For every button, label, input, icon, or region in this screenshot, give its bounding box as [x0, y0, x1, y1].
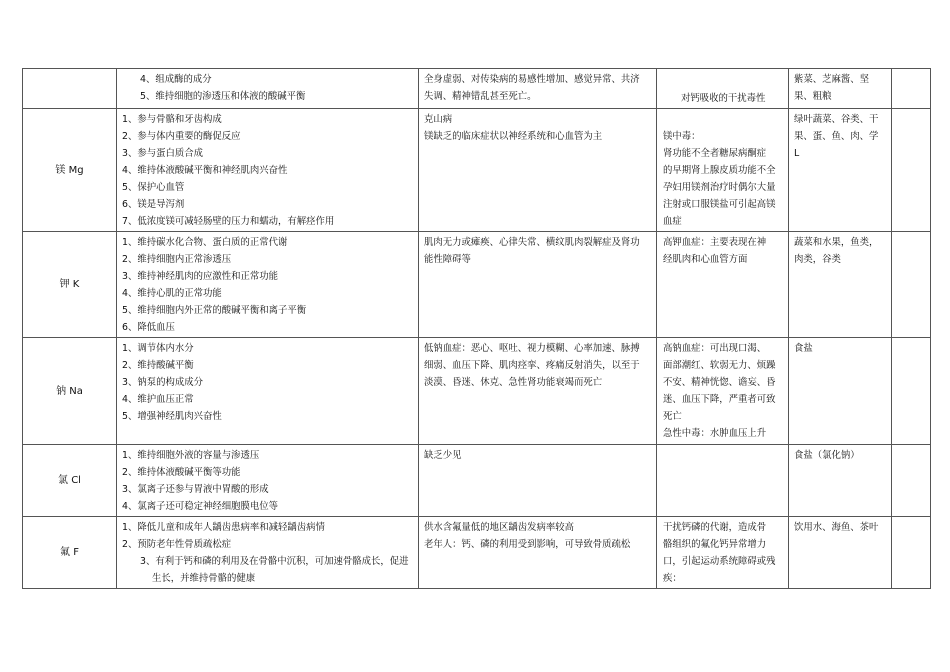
sources-cell: [789, 232, 892, 338]
functions-cell: [117, 445, 419, 517]
excess-line: 血症: [663, 216, 682, 227]
excess-line: 高钠血症：可出现口渴、: [663, 343, 767, 354]
deficiency-cell: [419, 109, 657, 232]
deficiency-line: 能性障碍等: [424, 254, 471, 265]
function-line: 4、维持心肌的正常功能: [122, 288, 222, 299]
deficiency-cell: [419, 69, 657, 109]
deficiency-line: 低钠血症：恶心、呕吐、视力模糊、心率加速、脉搏: [424, 343, 640, 354]
deficiency-cell: [419, 232, 657, 338]
empty-cell: [892, 232, 931, 338]
excess-line: 的早期肾上腺皮质功能不全: [663, 165, 776, 176]
sources-cell: [789, 445, 892, 517]
deficiency-line: 淡漠、昏迷、休克、急性肾功能衰竭而死亡: [424, 377, 603, 388]
excess-cell: [657, 69, 789, 109]
function-line: 2、维持体液酸碱平衡等功能: [122, 467, 241, 478]
excess-line: 对钙吸收的干扰毒性: [681, 93, 766, 104]
function-line: 3、参与蛋白质合成: [122, 148, 203, 159]
empty-cell: [892, 517, 931, 589]
mineral-nutrition-table: [22, 68, 931, 589]
excess-line: 急性中毒：水肿血压上升: [663, 428, 767, 439]
excess-line: 死亡: [663, 411, 682, 422]
function-line: 2、维持细胞内正常渗透压: [122, 254, 232, 265]
excess-line: 肾功能不全者糖尿病酮症: [663, 148, 767, 159]
functions-cell: [117, 232, 419, 338]
source-line: 食盐（氯化钠）: [794, 450, 860, 461]
function-line: 3、钠泵的构成成分: [122, 377, 203, 388]
function-line: 1、维持细胞外液的容量与渗透压: [122, 450, 260, 461]
empty-cell: [892, 69, 931, 109]
source-line: 果、蛋、鱼、肉、学: [794, 131, 879, 142]
excess-line: 迷、血压下降，严重者可致: [663, 394, 776, 405]
function-line: 2、参与体内重要的酶促反应: [122, 131, 241, 142]
source-line: 绿叶蔬菜、谷类、干: [794, 114, 879, 125]
function-line: 2、预防老年性骨质疏松症: [122, 539, 232, 550]
excess-cell: [657, 338, 789, 445]
table-row: [23, 232, 931, 338]
excess-line: [663, 111, 783, 128]
source-line: 食盐: [794, 343, 813, 354]
table-row: [23, 109, 931, 232]
function-line: 3、氯离子还参与胃液中胃酸的形成: [122, 484, 269, 495]
element-name-cell: 氯 Cl: [23, 445, 117, 517]
excess-line: 镁中毒：: [663, 131, 701, 142]
deficiency-line: 失调、精神错乱甚至死亡。: [424, 91, 537, 102]
empty-cell: [892, 445, 931, 517]
element-name-cell: 钾 K: [23, 232, 117, 338]
deficiency-line: 细弱、血压下降、肌肉痉挛、疼痛反射消失，以至于: [424, 360, 640, 371]
table-row: [23, 338, 931, 445]
deficiency-line: 全身虚弱、对传染病的易感性增加、感觉异常、共济: [424, 74, 640, 85]
excess-line: 注射或口服镁盐可引起高镁: [663, 199, 776, 210]
deficiency-cell: [419, 338, 657, 445]
table-row: [23, 69, 931, 109]
source-line: 饮用水、海鱼、茶叶: [794, 522, 879, 533]
function-line: 7、低浓度镁可减轻肠壁的压力和蠕动，有解痉作用: [122, 216, 335, 227]
element-name-cell: 氟 F: [23, 517, 117, 589]
excess-line: 经肌肉和心血管方面: [663, 254, 748, 265]
deficiency-line: 镁缺乏的临床症状以神经系统和心血管为主: [424, 131, 603, 142]
function-line: 4、维持体液酸碱平衡和神经肌肉兴奋性: [122, 165, 288, 176]
sources-cell: [789, 338, 892, 445]
deficiency-cell: [419, 445, 657, 517]
function-line: 6、降低血压: [122, 322, 175, 333]
element-name-cell: 镁 Mg: [23, 109, 117, 232]
source-line: 果、粗粮: [794, 91, 832, 102]
source-line: L: [794, 148, 800, 159]
function-line: 1、降低儿童和成年人龋齿患病率和减轻龋齿病情: [122, 522, 325, 533]
excess-cell: [657, 517, 789, 589]
function-line: 1、调节体内水分: [122, 343, 194, 354]
functions-cell: [117, 69, 419, 109]
excess-cell: [657, 232, 789, 338]
empty-cell: [892, 338, 931, 445]
function-line: 5、保护心血管: [122, 182, 185, 193]
deficiency-line: 供水含氟量低的地区龋齿发病率较高: [424, 522, 575, 533]
element-name-cell: 钠 Na: [23, 338, 117, 445]
function-line: 1、参与骨骼和牙齿构成: [122, 114, 222, 125]
function-line: 2、维持酸碱平衡: [122, 360, 194, 371]
excess-line: 不安、精神恍惚、谵妄、昏: [663, 377, 776, 388]
empty-cell: [892, 109, 931, 232]
element-name-cell: [23, 69, 117, 109]
excess-line: 疾：: [663, 573, 682, 584]
function-line: 生长，并维持骨骼的健康: [152, 573, 256, 584]
function-line: 4、氯离子还可稳定神经细胞膜电位等: [122, 501, 278, 512]
excess-cell: [657, 445, 789, 517]
function-line: 3、维持神经肌肉的应激性和正常功能: [122, 271, 278, 282]
function-line: 1、维持碳水化合物、蛋白质的正常代谢: [122, 237, 288, 248]
table-row: [23, 517, 931, 589]
excess-line: 高钾血症：主要表现在神: [663, 237, 767, 248]
excess-line: 孕妇用镁剂治疗时偶尔大量: [663, 182, 776, 193]
function-line: 6、镁是导泻剂: [122, 199, 185, 210]
functions-cell: [117, 338, 419, 445]
functions-cell: [117, 109, 419, 232]
function-line: 4、维护血压正常: [122, 394, 194, 405]
functions-cell: [117, 517, 419, 589]
sources-cell: [789, 517, 892, 589]
source-line: 紫菜、芝麻酱、坚: [794, 74, 870, 85]
function-line: 5、维持细胞的渗透压和体液的酸碱平衡: [140, 91, 306, 102]
function-line: 4、组成酶的成分: [140, 74, 212, 85]
excess-cell: [657, 109, 789, 232]
sources-cell: [789, 69, 892, 109]
function-line: 5、增强神经肌肉兴奋性: [122, 411, 222, 422]
function-line: 3、有利于钙和磷的利用及在骨骼中沉积，可加速骨骼成长，促进: [140, 556, 409, 567]
deficiency-cell: [419, 517, 657, 589]
excess-line: 骼组织的氟化钙异常增力: [663, 539, 767, 550]
excess-line: 面部潮红、软弱无力、烦躁: [663, 360, 776, 371]
excess-line: 口，引起运动系统障碍或残: [663, 556, 776, 567]
excess-line: 干扰钙磷的代谢，造成骨: [663, 522, 767, 533]
deficiency-line: 肌肉无力或瘫痪、心律失常、横纹肌肉裂解症及肾功: [424, 237, 640, 248]
deficiency-line: 缺乏少见: [424, 450, 462, 461]
source-line: 肉类，谷类: [794, 254, 841, 265]
source-line: 蔬菜和水果，鱼类，: [794, 237, 879, 248]
deficiency-line: 克山病: [424, 114, 453, 125]
sources-cell: [789, 109, 892, 232]
table-row: [23, 445, 931, 517]
deficiency-line: 老年人：钙、磷的利用受到影响，可导致骨质疏松: [424, 539, 631, 550]
function-line: 5、维持细胞内外正常的酸碱平衡和离子平衡: [122, 305, 307, 316]
